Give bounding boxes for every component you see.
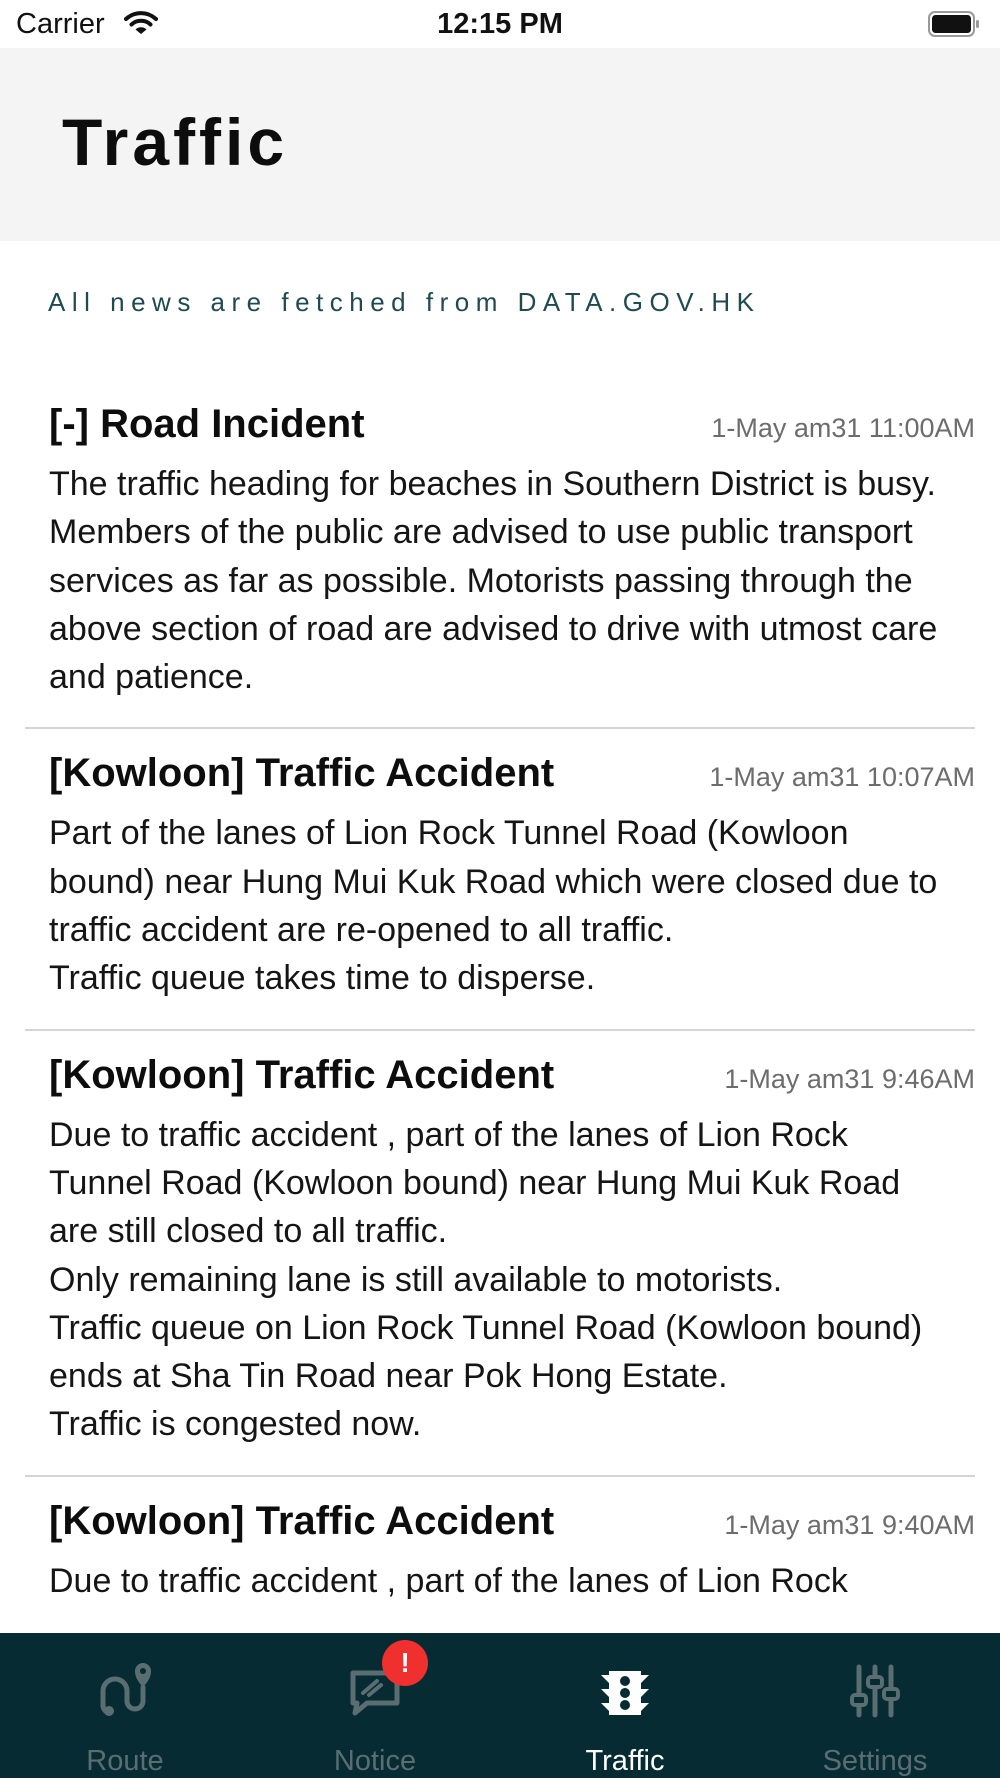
news-time: 1-May am31 11:00AM <box>711 413 975 443</box>
traffic-light-icon <box>595 1661 655 1721</box>
news-item[interactable] <box>25 1031 975 1477</box>
news-list[interactable] <box>0 380 1000 1632</box>
news-time: 1-May am31 10:07AM <box>709 762 975 793</box>
news-body: The traffic heading for beaches in Southern District is busy. Members of the public are advised to use public transport services as far as possible. Motorists passing through the above section of road are advised to drive with utmost care and patience. <box>49 465 938 697</box>
news-title: [Kowloon] Traffic Accident <box>49 1498 555 1543</box>
tab-label-route: Route <box>86 1745 164 1777</box>
news-body: Part of the lanes of Lion Rock Tunnel Road (Kowloon bound) near Hung Mui Kuk Road which were closed due to traffic accident are re-opened to all traffic. Traffic queue takes time to disperse. <box>49 814 938 998</box>
tab-label-settings: Settings <box>822 1745 928 1777</box>
battery-icon <box>928 11 980 37</box>
status-time: 12:15 PM <box>437 8 563 40</box>
tab-bar <box>0 1633 1000 1778</box>
tab-traffic[interactable] <box>500 1633 750 1778</box>
news-body: Due to traffic accident , part of the lanes of Lion Rock <box>49 1561 848 1600</box>
page-header <box>0 48 1000 241</box>
news-title: [Kowloon] Traffic Accident <box>49 1052 555 1097</box>
news-item[interactable] <box>25 1477 975 1631</box>
status-bar <box>0 0 1000 48</box>
news-body: Due to traffic accident , part of the lanes of Lion Rock Tunnel Road (Kowloon bound) near Hung Mui Kuk Road are still closed to all traffic. Only remaining lane is still available to motorists. Traffic queue on Lion Rock Tunnel Road (Kowloon bound) ends at Sha Tin Road near Pok Hong Estate. Traffic is congested now. <box>49 1115 923 1444</box>
news-item[interactable] <box>25 729 975 1030</box>
news-title: [Kowloon] Traffic Accident <box>49 751 555 796</box>
page-title: Traffic <box>62 105 289 179</box>
news-item[interactable] <box>25 380 975 729</box>
tab-label-traffic: Traffic <box>585 1745 665 1777</box>
tab-label-notice: Notice <box>333 1745 417 1777</box>
source-note: All news are fetched from DATA.GOV.HK <box>48 287 761 317</box>
news-time: 1-May am31 9:46AM <box>724 1063 975 1094</box>
sliders-icon <box>845 1661 905 1721</box>
tab-notice[interactable] <box>250 1633 500 1778</box>
route-icon <box>95 1661 155 1721</box>
news-time: 1-May am31 9:40AM <box>724 1509 975 1540</box>
notice-badge: ! <box>382 1640 428 1686</box>
tab-settings[interactable] <box>750 1633 1000 1778</box>
carrier-label: Carrier <box>16 8 105 40</box>
tab-route[interactable] <box>0 1633 250 1778</box>
news-title: [-] Road Incident <box>49 402 365 446</box>
